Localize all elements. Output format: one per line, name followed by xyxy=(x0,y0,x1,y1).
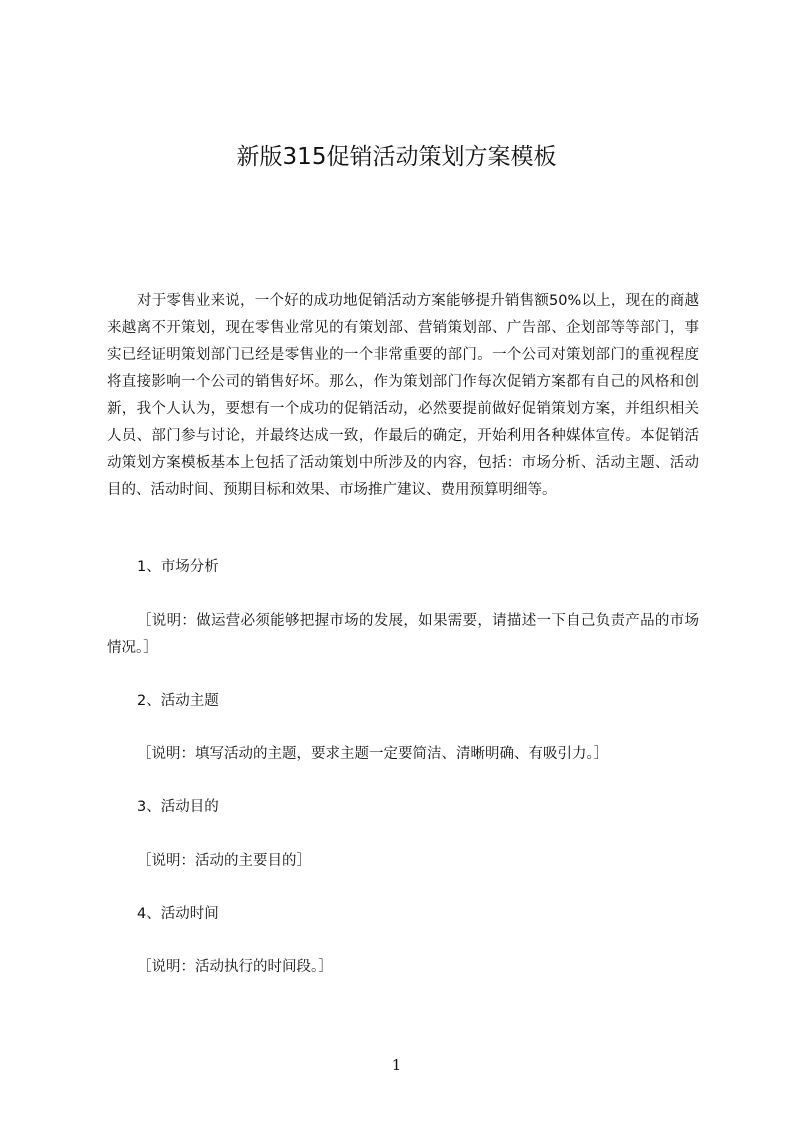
section-heading-activity-time: 4、活动时间 xyxy=(137,906,219,922)
section-heading-activity-theme: 2、活动主题 xyxy=(137,693,219,709)
intro-paragraph: 对于零售业来说，一个好的成功地促销活动方案能够提升销售额50%以上，现在的商越来越离不开策划，现在零售业常见的有策划部、营销策划部、广告部、企划部等等部门，事实已经证明策划部门已经是零售业的一个非常重要的部门。一个公司对策划部门的重视程度将直接影响一个公司的销售好坏。那么，作为策划部门作每次促销方案都有自己的风格和创新，我个人认为，要想有一个成功的促销活动，必然要提前做好促销策划方案，并组织相关人员、部门参与讨论，并最终达成一致，作最后的确定，开始利用各种媒体宣传。本促销活动策划方案模板基本上包括了活动策划中所涉及的内容，包括：市场分析、活动主题、活动目的、活动时间、预期目标和效果、市场推广建议、费用预算明细等。 xyxy=(107,293,699,498)
section-note-activity-time: ［说明：活动执行的时间段。］ xyxy=(137,959,333,975)
section-heading-market-analysis: 1、市场分析 xyxy=(137,559,219,575)
section-heading-activity-purpose: 3、活动目的 xyxy=(137,799,219,815)
section-note-activity-purpose: ［说明：活动的主要目的］ xyxy=(137,853,311,869)
page-number: 1 xyxy=(391,1056,402,1074)
document-title: 新版315促销活动策划方案模板 xyxy=(236,144,557,170)
section-note-activity-theme: ［说明：填写活动的主题，要求主题一定要简洁、清晰明确、有吸引力。］ xyxy=(137,746,609,762)
section-note-market-analysis: ［说明：做运营必须能够把握市场的发展，如果需要，请描述一下自己负责产品的市场情况。］ xyxy=(107,613,699,656)
